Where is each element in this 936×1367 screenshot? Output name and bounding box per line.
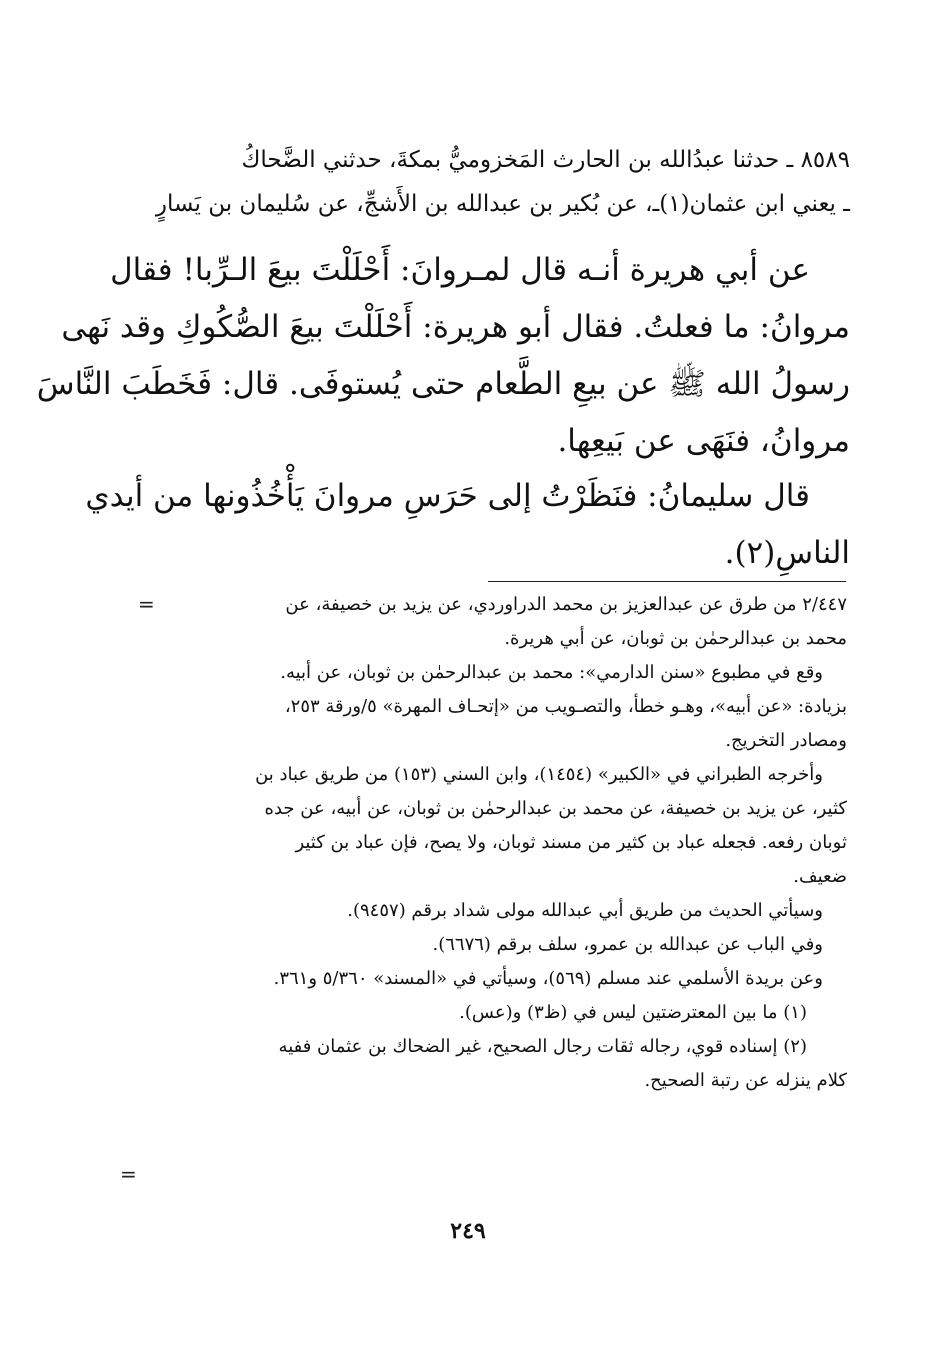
footnote-line: وفي الباب عن عبدالله بن عمرو، سلف برقم (٦٦٧٦). bbox=[432, 934, 823, 955]
footnote-paragraph bbox=[140, 758, 847, 894]
text-line: ـ يعني ابن عثمان(١)ـ، عن بُكير بن عبدالله بن الأَشجِّ، عن سُليمان بن يَسارٍ bbox=[155, 191, 850, 217]
hadith-text bbox=[36, 242, 850, 470]
text-line: عن أبي هريرة أنـه قال لمـروانَ: أَحْلَلْتَ بيعَ الـرِّبا! فقال bbox=[110, 252, 810, 288]
continuation-mark-bottom: = bbox=[120, 1162, 137, 1186]
footnote-line: ومصادر التخريج. bbox=[725, 730, 847, 751]
footnote-paragraph bbox=[140, 928, 847, 962]
footnote-line: كلام ينزله عن رتبة الصحيح. bbox=[644, 1070, 847, 1091]
footnote-line: محمد بن عبدالرحمٰن بن ثوبان، عن أبي هريرة. bbox=[504, 628, 847, 649]
footnote-2 bbox=[140, 1030, 847, 1098]
footnote-line: وعن بريدة الأسلمي عند مسلم (٥٦٩)، وسيأتي في «المسند» ٥/٣٦٠ و٣٦١. bbox=[273, 968, 823, 989]
footnote-line: ٢/٤٤٧ من طرق عن عبدالعزيز بن محمد الدراوردي، عن يزيد بن خصيفة، عن bbox=[285, 594, 847, 615]
footnote-line: ضعيف. bbox=[793, 866, 847, 887]
footnote-line: (١) ما بين المعترضتين ليس في (ظ٣) و(عس). bbox=[459, 1002, 807, 1023]
text-line: مروانُ، فنَهَى عن بَيعِها. bbox=[557, 423, 850, 459]
text-line: مروانُ: ما فعلتُ. فقال أبو هريرة: أَحْلَلْتَ بيعَ الصُّكُوكِ وقد نَهى bbox=[61, 309, 850, 345]
hadith-text-continued bbox=[85, 468, 850, 582]
footnote-line: وأخرجه الطبراني في «الكبير» (١٤٥٤)، وابن السني (١٥٣) من طريق عباد بن bbox=[255, 764, 823, 785]
footnote-line: بزيادة: «عن أبيه»، وهـو خطأ، والتصـويب من «إتحـاف المهرة» ٥/ورقة ٢٥٣، bbox=[284, 696, 847, 717]
hadith-chain bbox=[150, 138, 850, 226]
footnote-line: وقع في مطبوع «سنن الدارمي»: محمد بن عبدالرحمٰن بن ثوبان، عن أبيه. bbox=[280, 662, 823, 683]
footnote-separator bbox=[488, 581, 846, 582]
footnote-line: وسيأتي الحديث من طريق أبي عبدالله مولى شداد برقم (٩٤٥٧). bbox=[347, 900, 823, 921]
text-line: ٨٥٨٩ ـ حدثنا عبدُالله بن الحارث المَخزوميُّ بمكةَ، حدثني الضَّحاكُ bbox=[241, 147, 850, 173]
text-line: قال سليمانُ: فنَظَرْتُ إلى حَرَسِ مروانَ يَأْخُذُونها من أيدي bbox=[85, 478, 810, 514]
footnote-1 bbox=[140, 996, 847, 1030]
footnote-paragraph bbox=[140, 894, 847, 928]
footnote-line: كثير، عن يزيد بن خصيفة، عن محمد بن عبدالرحمٰن بن ثوبان، عن أبيه، عن جده bbox=[264, 798, 847, 819]
footnote-line: (٢) إسناده قوي، رجاله ثقات رجال الصحيح، غير الضحاك بن عثمان ففيه bbox=[278, 1036, 807, 1057]
footnote-paragraph bbox=[140, 656, 847, 758]
footnote-paragraph bbox=[140, 588, 847, 656]
page-number: ٢٤٩ bbox=[450, 1218, 486, 1244]
text-line: رسولُ الله ﷺ عن بيعِ الطَّعام حتى يُستوفَى. قال: فَخَطَبَ النَّاسَ bbox=[36, 366, 850, 402]
footnote-paragraph bbox=[140, 962, 847, 996]
text-line: الناسِ(٢). bbox=[724, 535, 850, 571]
continuation-mark-top: = bbox=[138, 592, 155, 616]
footnote-line: ثوبان رفعه. فجعله عباد بن كثير من مسند ثوبان، ولا يصح، فإن عباد بن كثير bbox=[295, 832, 847, 853]
footnotes bbox=[140, 588, 847, 1098]
